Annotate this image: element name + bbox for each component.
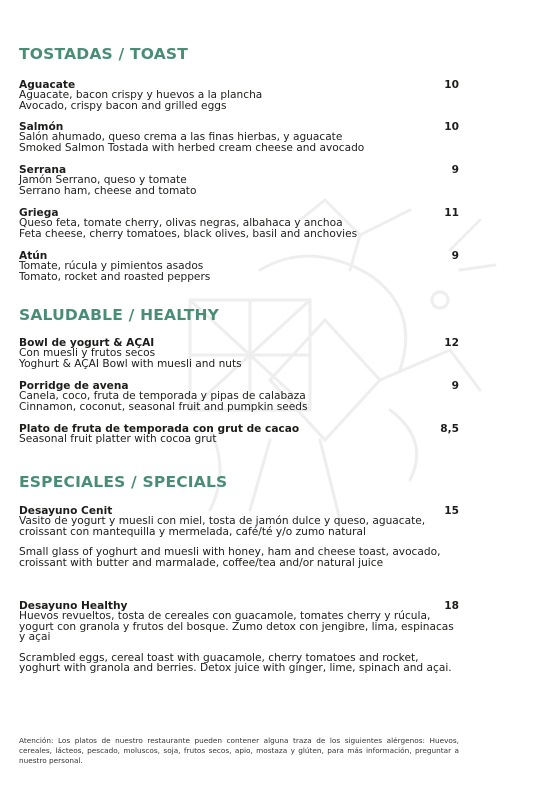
item-description-es: Vasito de yogurt y muesli con miel, tosta de jamón dulce y queso, aguacate, croissant con mantequilla y mermelada, café/té y/o zumo natural	[19, 515, 426, 538]
item-description-en: Serrano ham, cheese and tomato	[19, 184, 197, 197]
item-description-en: Small glass of yoghurt and muesli with honey, ham and cheese toast, avocado, croissant with butter and marmalade, coffee/tea and/or natural juice	[19, 546, 441, 569]
menu-item-fruit-platter	[19, 424, 459, 445]
item-name: Salmón	[19, 121, 64, 133]
item-description-es: Canela, coco, fruta de temporada y pipas de calabaza	[19, 390, 306, 403]
item-price: 15	[444, 505, 459, 517]
menu-item-atun	[19, 251, 459, 282]
item-description-es: Seasonal fruit platter with cocoa grut	[19, 433, 217, 446]
item-description-es: Con muesli y frutos secos	[19, 347, 156, 360]
item-description-en: Cinnamon, coconut, seasonal fruit and pumpkin seeds	[19, 400, 308, 413]
item-price: 18	[444, 600, 459, 612]
item-description-en: Avocado, crispy bacon and grilled eggs	[19, 99, 227, 112]
menu-item-desayuno-cenit	[19, 506, 459, 568]
item-price: 12	[444, 337, 459, 349]
item-description-en: Feta cheese, cherry tomatoes, black olives, basil and anchovies	[19, 227, 358, 240]
item-name: Serrana	[19, 164, 67, 176]
menu-item-aguacate	[19, 80, 459, 111]
item-name: Aguacate	[19, 79, 76, 91]
item-description-es: Aguacate, bacon crispy y huevos a la plancha	[19, 89, 263, 102]
item-description-es: Queso feta, tomate cherry, olivas negras, albahaca y anchoa	[19, 217, 343, 230]
section-title-toast: TOSTADAS / TOAST	[19, 45, 189, 63]
menu-item-salmon	[19, 122, 459, 153]
item-description-en: Scrambled eggs, cereal toast with guacamole, cherry tomatoes and rocket, yoghurt with granola and berries. Detox juice with ginger, lime, spinach and açai.	[19, 651, 452, 675]
menu-item-desayuno-healthy	[19, 601, 459, 673]
menu-item-serrana	[19, 165, 459, 196]
item-name: Desayuno Cenit	[19, 505, 113, 517]
item-name: Porridge de avena	[19, 380, 129, 392]
item-price: 9	[451, 380, 459, 392]
item-price: 8,5	[440, 423, 459, 435]
menu-item-griega	[19, 208, 459, 239]
item-description-es: Jamón Serrano, queso y tomate	[19, 174, 187, 187]
item-price: 10	[444, 121, 459, 133]
item-name: Griega	[19, 207, 59, 219]
section-title-specials: ESPECIALES / SPECIALS	[19, 473, 228, 491]
item-price: 9	[451, 250, 459, 262]
item-description-en: Smoked Salmon Tostada with herbed cream cheese and avocado	[19, 141, 365, 154]
menu-item-bowl-yogurt-acai	[19, 338, 459, 369]
item-name: Desayuno Healthy	[19, 600, 128, 612]
item-description-en: Tomato, rocket and roasted peppers	[19, 270, 211, 283]
section-title-healthy: SALUDABLE / HEALTHY	[19, 306, 220, 324]
item-name: Atún	[19, 250, 48, 262]
item-description-en: Yoghurt & AÇAI Bowl with muesli and nuts	[19, 357, 242, 370]
allergen-notice: Atención: Los platos de nuestro restaurante pueden contener alguna traza de los siguientes alérgenos: Huevos, cereales, lácteos, pescado, moluscos, soja, frutos secos, apio, mostaza y glúten, para más información, preguntar a nuestro personal.	[19, 736, 459, 766]
item-name: Plato de fruta de temporada con grut de cacao	[19, 423, 300, 435]
item-description-es: Huevos revueltos, tosta de cereales con guacamole, tomates cherry y rúcula, yogurt con granola y frutos del bosque. Zumo detox con jengibre, lima, espinacas y açai	[19, 610, 454, 644]
item-price: 9	[451, 164, 459, 176]
item-description-es: Tomate, rúcula y pimientos asados	[19, 260, 204, 273]
item-name: Bowl de yogurt & AÇAI	[19, 337, 155, 349]
item-price: 10	[444, 79, 459, 91]
item-price: 11	[444, 207, 459, 219]
menu-item-porridge	[19, 381, 459, 412]
item-description-es: Salón ahumado, queso crema a las finas hierbas, y aguacate	[19, 131, 343, 144]
